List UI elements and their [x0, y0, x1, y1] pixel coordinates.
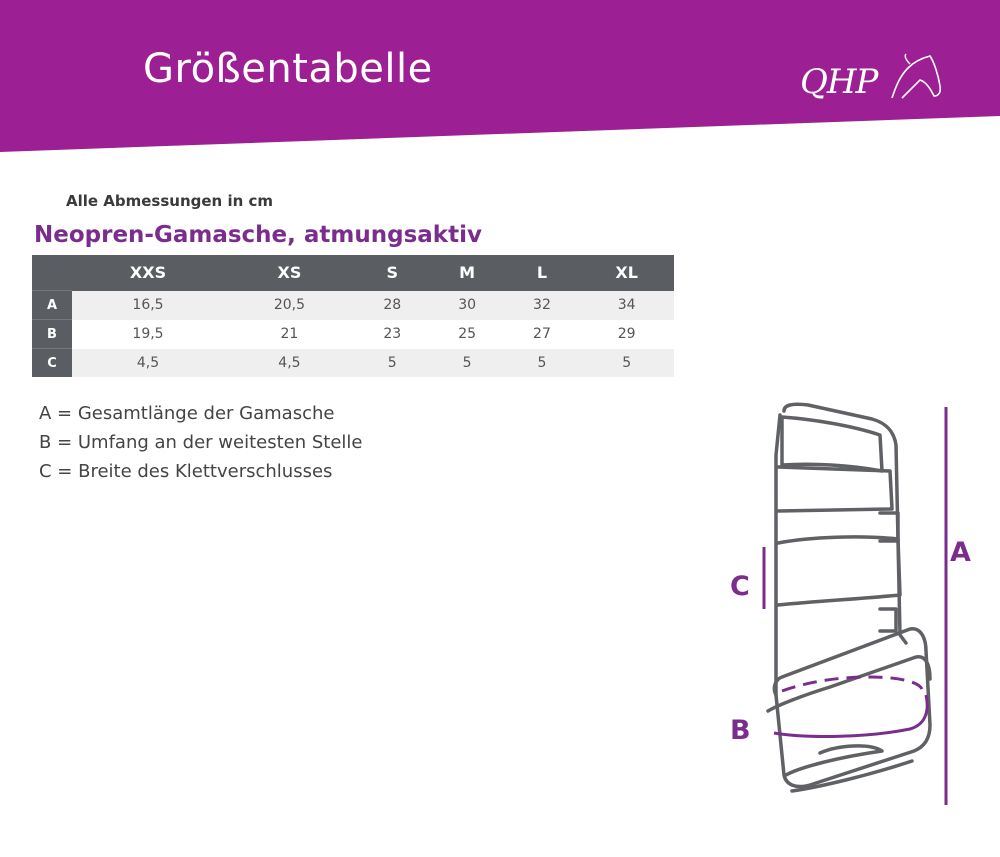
table-row [32, 349, 674, 378]
legend-item-b: B = Umfang an der weitesten Stelle [39, 432, 363, 453]
page-title: Größentabelle [143, 46, 433, 92]
table-cell: 4,5 [224, 349, 355, 378]
row-label: C [32, 349, 72, 378]
row-label: B [32, 320, 72, 349]
diagram-label-a: A [950, 537, 971, 568]
units-note: Alle Abmessungen in cm [66, 192, 274, 210]
table-cell: 4,5 [72, 349, 224, 378]
table-cell: 5 [355, 349, 430, 378]
size-table-header [32, 255, 674, 291]
legend [39, 399, 363, 486]
size-table [32, 255, 674, 377]
table-cell: 5 [579, 349, 674, 378]
qhp-logo [792, 52, 947, 108]
table-cell: 23 [383, 326, 402, 342]
legend-item-a: A = Gesamtlänge der Gamasche [39, 403, 335, 424]
boot-outline-illustration [720, 395, 1000, 815]
diagram-label-c: C [730, 571, 750, 602]
logo-text: QHP [800, 62, 878, 102]
boot-diagram [720, 395, 1000, 815]
table-cell: 27 [533, 326, 551, 342]
diagram-label-b: B [730, 715, 751, 746]
header-corner [32, 255, 72, 291]
table-cell: 25 [458, 326, 477, 342]
table-cell: 5 [430, 349, 505, 378]
size-header: XL [579, 255, 674, 291]
table-cell: 16,5 [72, 291, 224, 320]
table-cell: 20,5 [224, 291, 355, 320]
table-cell: 21 [280, 326, 299, 342]
table-cell: 34 [579, 291, 674, 320]
table-row [32, 320, 674, 349]
size-header: L [505, 255, 580, 291]
table-row [32, 291, 674, 320]
table-cell: 32 [505, 291, 580, 320]
horse-head-icon [792, 52, 947, 108]
table-cell: 19,5 [132, 326, 164, 342]
size-header: S [355, 255, 430, 291]
table-cell: 30 [430, 291, 505, 320]
product-title: Neopren-Gamasche, atmungsaktiv [34, 222, 482, 248]
table-cell: 28 [355, 291, 430, 320]
size-header: XXS [72, 255, 224, 291]
table-cell: 5 [505, 349, 580, 378]
size-header: M [430, 255, 505, 291]
table-cell: 29 [617, 326, 636, 342]
legend-item-c: C = Breite des Klettverschlusses [39, 461, 333, 482]
row-label: A [32, 291, 72, 320]
size-header: XS [224, 255, 355, 291]
